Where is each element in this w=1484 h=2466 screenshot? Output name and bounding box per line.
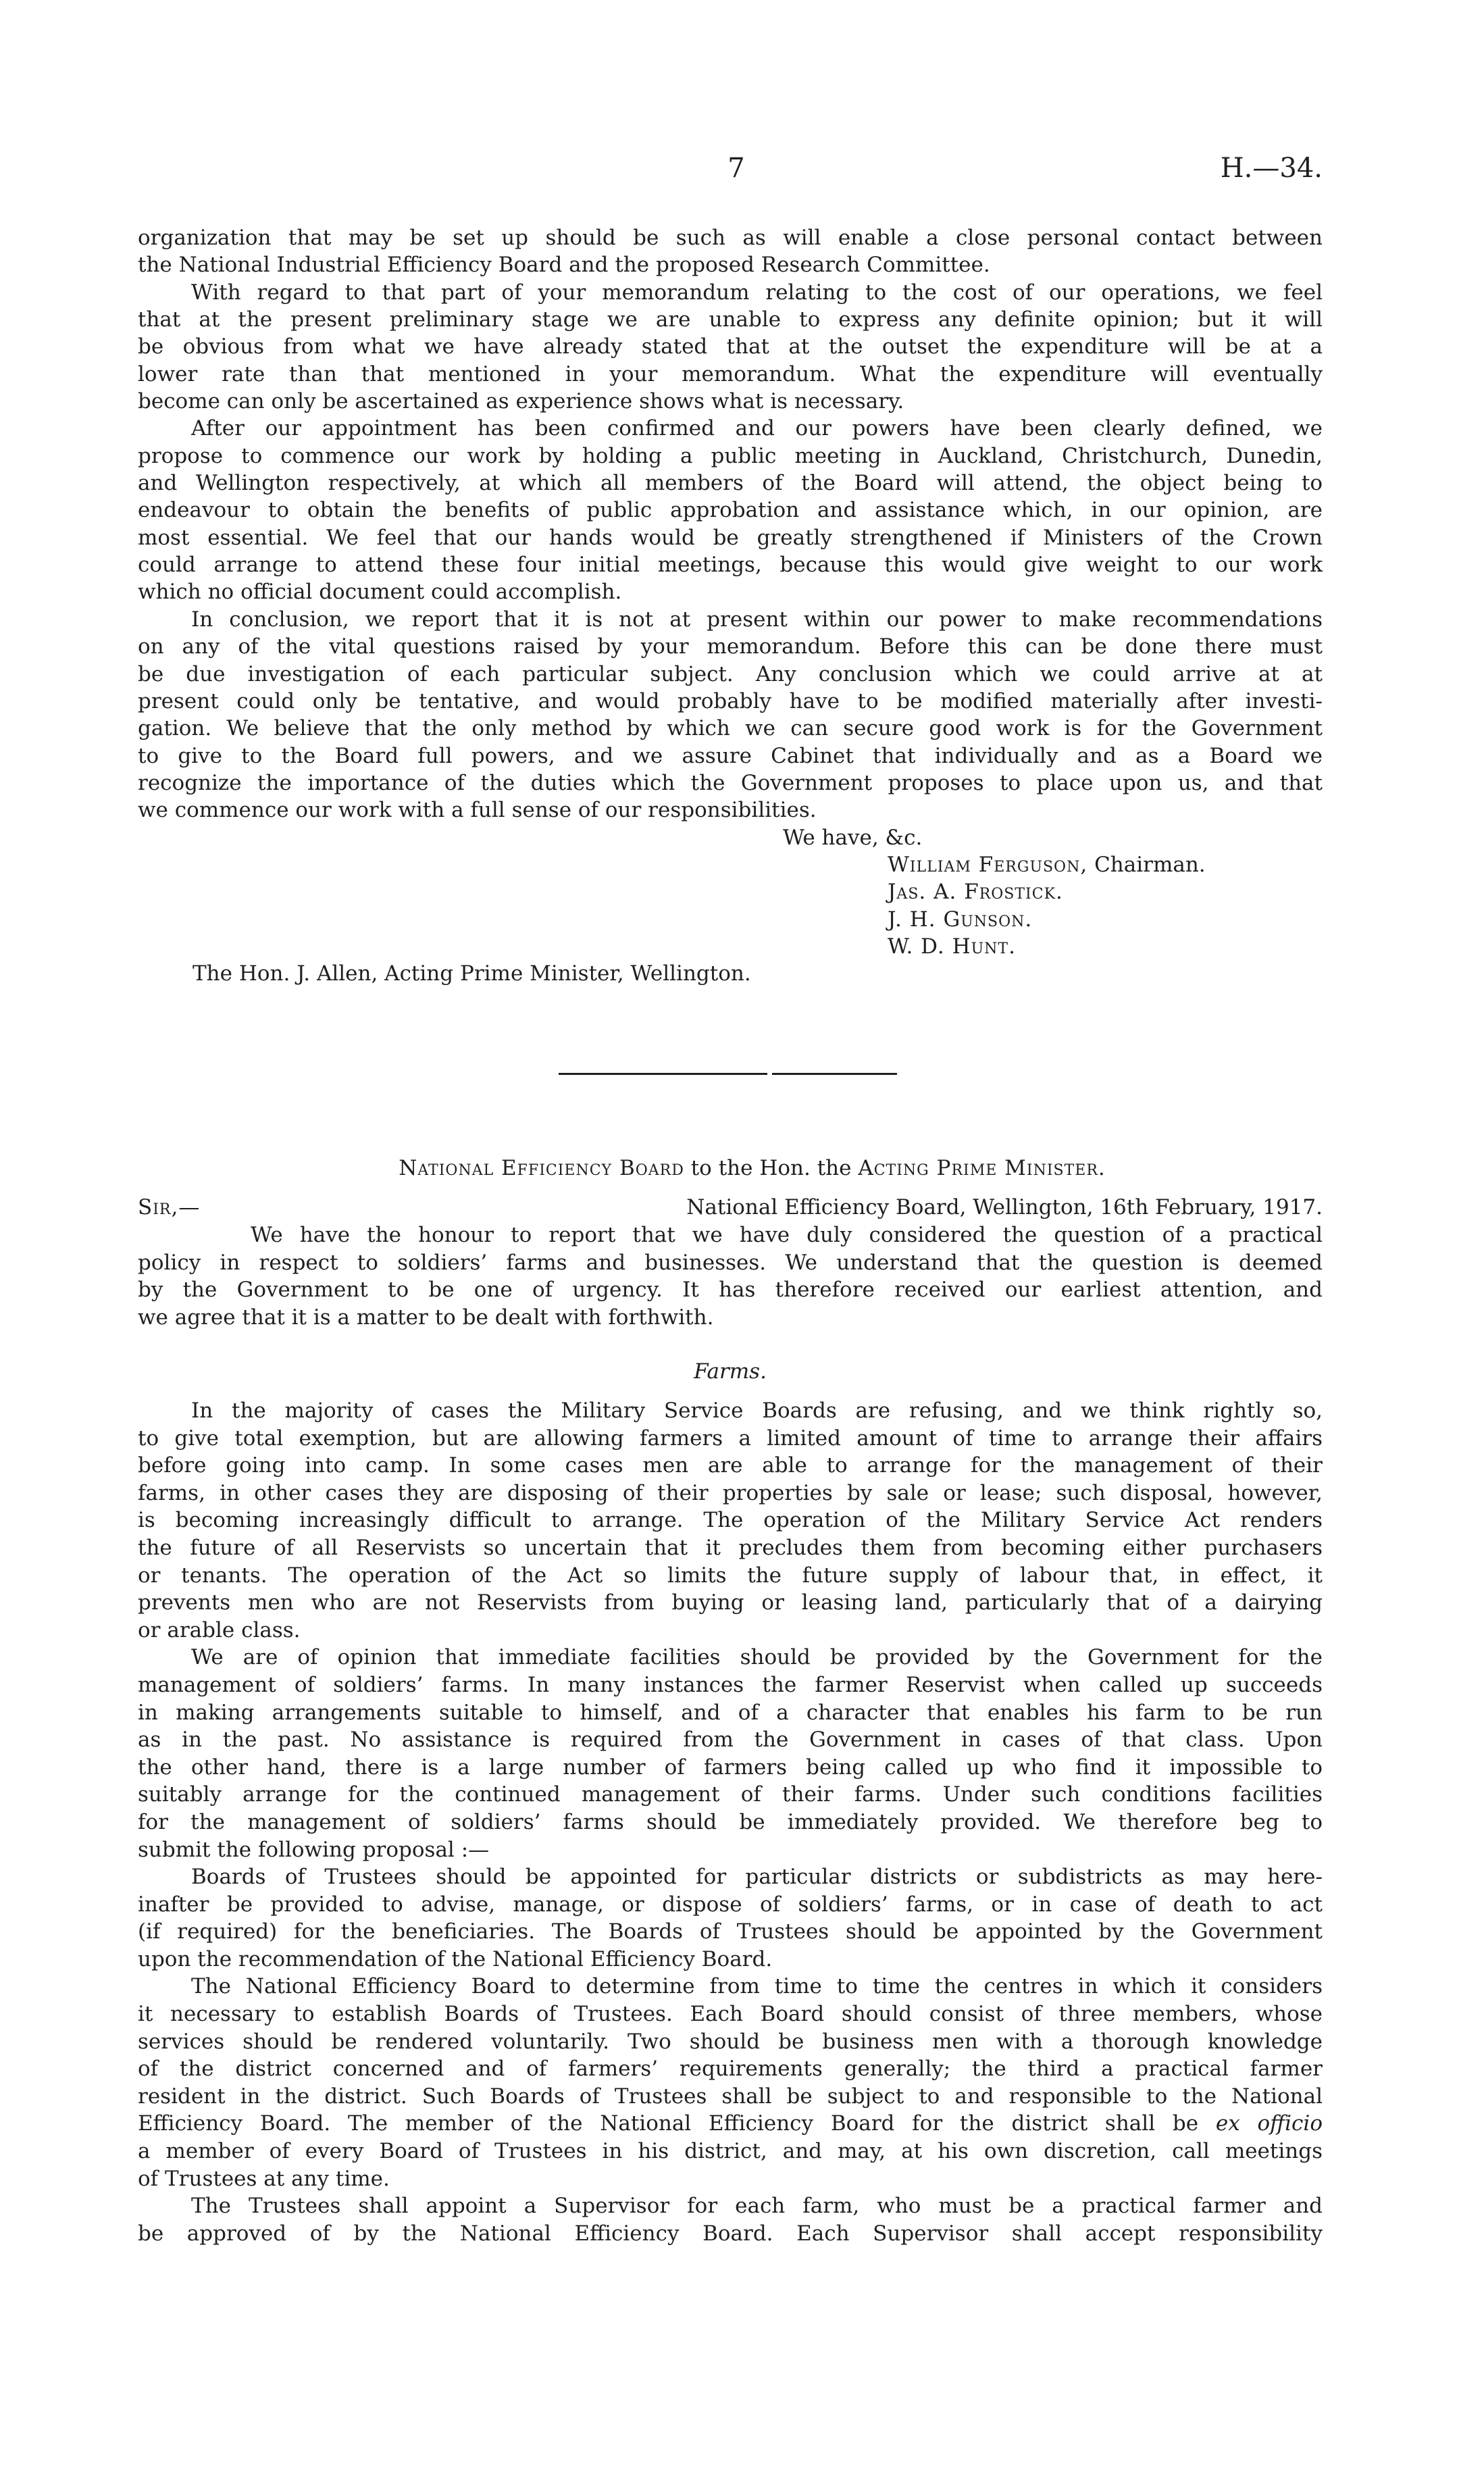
- text-line: the National Industrial Efficiency Board and the proposed Research Committee.: [138, 253, 990, 278]
- page-number: 7: [727, 153, 745, 184]
- text-line: farms, in other cases they are disposing of their properties by sale or lease; such disposal, however,: [138, 1480, 1323, 1505]
- text-line: it necessary to establish Boards of Trustees. Each Board should consist of three members, whose: [138, 2002, 1323, 2027]
- paragraph: [138, 1222, 1323, 1331]
- signatory: [138, 878, 1323, 905]
- text-line: the other hand, there is a large number of farmers being called up who find it impossible to: [138, 1755, 1323, 1780]
- text-line: and Wellington respectively, at which all members of the Board will attend, the object being to: [138, 471, 1323, 496]
- heading-to: Acting Prime Minister.: [858, 1156, 1106, 1180]
- text-line: With regard to that part of your memorandum relating to the cost of our operations, we feel: [191, 280, 1323, 305]
- addressee: The Hon. J. Allen, Acting Prime Minister, Wellington.: [193, 961, 751, 986]
- signatory-name: Jas. A. Frostick.: [888, 880, 1063, 905]
- text-line: In the majority of cases the Military Service Boards are refusing, and we think rightly so,: [191, 1399, 1323, 1423]
- text-line: or arable class.: [138, 1617, 301, 1642]
- text-line: which no official document could accomplish.: [138, 580, 622, 605]
- text-line: endeavour to obtain the benefits of public approbation and assistance which, in our opinion, are: [138, 498, 1323, 523]
- text-line: policy in respect to soldiers’ farms and businesses. We understand that the question is deemed: [138, 1250, 1323, 1275]
- text-line: to give total exemption, but are allowing farmers a limited amount of time to arrange their affairs: [138, 1426, 1323, 1451]
- text-line: upon the recommendation of the National Efficiency Board.: [138, 1946, 773, 1971]
- signatory-name: J. H. Gunson.: [888, 907, 1033, 932]
- text-line: The National Efficiency Board to determine from time to time the centres in which it considers: [191, 1974, 1323, 1999]
- text-line: propose to commence our work by holding a public meeting in Auckland, Christchurch, Dunedin,: [138, 443, 1323, 468]
- text-line: gation. We believe that the only method by which we can secure good work is for the Government: [138, 716, 1323, 741]
- letter-2-intro: [138, 1222, 1323, 1331]
- text-line: is becoming increasingly difficult to arrange. The operation of the Military Service Act renders: [138, 1508, 1323, 1533]
- text-line: as in the past. No assistance is required from the Government in cases of that class. Upon: [138, 1728, 1323, 1753]
- text-line: for the management of soldiers’ farms should be immediately provided. We therefore beg to: [138, 1809, 1323, 1834]
- signatory: [138, 906, 1323, 933]
- letter-heading: [307, 1155, 1198, 1182]
- divider-rule: [559, 1073, 767, 1075]
- text-segment: Efficiency Board. The member of the National Efficiency Board for the district shall be: [138, 2111, 1199, 2136]
- paragraph: [138, 2192, 1323, 2247]
- text-line: After our appointment has been confirmed and our powers have been clearly defined, we: [191, 416, 1323, 441]
- text-line: management of soldiers’ farms. In many instances the farmer Reservist when called up succeeds: [138, 1672, 1323, 1697]
- text-line: We are of opinion that immediate facilities should be provided by the Government for the: [191, 1645, 1323, 1670]
- signatory-name: W. D. Hunt.: [888, 934, 1016, 959]
- text-line: we agree that it is a matter to be dealt with forthwith.: [138, 1305, 714, 1330]
- text-line: prevents men who are not Reservists from buying or leasing land, particularly that of a dairying: [138, 1590, 1323, 1615]
- heading-from: National Efficiency Board: [399, 1156, 684, 1180]
- farms-section: [138, 1397, 1323, 2247]
- text-line: become can only be ascertained as experience shows what is necessary.: [138, 389, 904, 414]
- heading-middle: to the Hon. the: [690, 1156, 852, 1180]
- text-line: to give to the Board full powers, and we assure Cabinet that individually and as a Board we: [138, 743, 1323, 768]
- text-line: (if required) for the beneficiaries. The Boards of Trustees should be appointed by the Government: [138, 1919, 1323, 1944]
- text-line: Boards of Trustees should be appointed for particular districts or subdistricts as may here-: [191, 1865, 1323, 1890]
- section-title: Farms.: [694, 1359, 767, 1384]
- text-line: suitably arrange for the continued management of their farms. Under such conditions facilities: [138, 1782, 1323, 1807]
- text-line: or tenants. The operation of the Act so limits the future supply of labour that, in effect, it: [138, 1563, 1323, 1588]
- text-line: present could only be tentative, and would probably have to be modified materially after investi-: [138, 688, 1323, 713]
- signatory-role: Chairman.: [1094, 852, 1206, 877]
- text-line: of the district concerned and of farmers’ requirements generally; the third a practical farmer: [138, 2057, 1323, 2082]
- divider-rule: [772, 1073, 897, 1075]
- paragraph: [138, 415, 1323, 605]
- dateline: National Efficiency Board, Wellington, 16th February, 1917.: [686, 1195, 1323, 1219]
- text-line: the future of all Reservists so uncertain that it precludes them from becoming either purchasers: [138, 1535, 1323, 1560]
- text-line: We have the honour to report that we have duly considered the question of a practical: [251, 1223, 1323, 1247]
- text-line: could arrange to attend these four initial meetings, because this would give weight to our work: [138, 553, 1323, 578]
- text-line: a member of every Board of Trustees in his district, and may, at his own discretion, call meetings: [138, 2139, 1323, 2164]
- text-line: on any of the vital questions raised by your memorandum. Before this can be done there must: [138, 634, 1323, 659]
- text-line: that at the present preliminary stage we are unable to express any definite opinion; but it will: [138, 307, 1323, 332]
- text-line: in making arrangements suitable to himself, and of a character that enables his farm to be run: [138, 1700, 1323, 1725]
- paragraph: [138, 1973, 1323, 2192]
- text-line: organization that may be set up should be such as will enable a close personal contact between: [138, 226, 1323, 250]
- paragraph: [138, 606, 1323, 824]
- signatory: [138, 851, 1323, 878]
- letter-1: [138, 224, 1323, 988]
- paragraph: [138, 1397, 1323, 1644]
- paper-reference: H.—34.: [1220, 153, 1323, 184]
- paragraph: [138, 1644, 1323, 1863]
- text-line: most essential. We feel that our hands would be greatly strengthened if Ministers of the Crown: [138, 525, 1323, 550]
- text-line: lower rate than that mentioned in your memorandum. What the expenditure will eventually: [138, 361, 1323, 386]
- text-line: be obvious from what we have already stated that at the outset the expenditure will be at a: [138, 334, 1323, 359]
- signatory: [138, 933, 1323, 960]
- text-line: be due investigation of each particular subject. Any conclusion which we could arrive at at: [138, 661, 1323, 686]
- text-line: inafter be provided to advise, manage, or dispose of soldiers’ farms, or in case of death to act: [138, 1892, 1323, 1917]
- italic-term: ex officio: [1215, 2111, 1323, 2136]
- salutation: Sir,—: [138, 1195, 201, 1219]
- paragraph: [138, 279, 1323, 416]
- text-line: we commence our work with a full sense of our responsibilities.: [138, 798, 817, 823]
- text-line: In conclusion, we report that it is not at present within our power to make recommendations: [191, 607, 1323, 632]
- paragraph: [138, 1863, 1323, 1973]
- text-line: services should be rendered voluntarily. Two should be business men with a thorough knowledge: [138, 2029, 1323, 2054]
- text-line: The Trustees shall appoint a Supervisor for each farm, who must be a practical farmer and: [191, 2194, 1323, 2219]
- letter-closing: We have, &c.: [783, 825, 923, 850]
- text-line: resident in the district. Such Boards of Trustees shall be subject to and responsible to the National: [138, 2084, 1323, 2109]
- text-line: submit the following proposal :—: [138, 1837, 490, 1862]
- text-line: recognize the importance of the duties which the Government proposes to place upon us, and that: [138, 770, 1323, 795]
- text-line: be approved of by the National Efficiency Board. Each Supervisor shall accept responsibility: [138, 2221, 1323, 2246]
- text-line: before going into camp. In some cases men are able to arrange for the management of their: [138, 1453, 1323, 1478]
- text-line: of Trustees at any time.: [138, 2166, 390, 2191]
- text-line: [138, 2110, 1323, 2138]
- signatory-name: William Ferguson,: [888, 852, 1088, 877]
- text-line: by the Government to be one of urgency. It has therefore received our earliest attention, and: [138, 1278, 1323, 1303]
- paragraph: [138, 224, 1323, 279]
